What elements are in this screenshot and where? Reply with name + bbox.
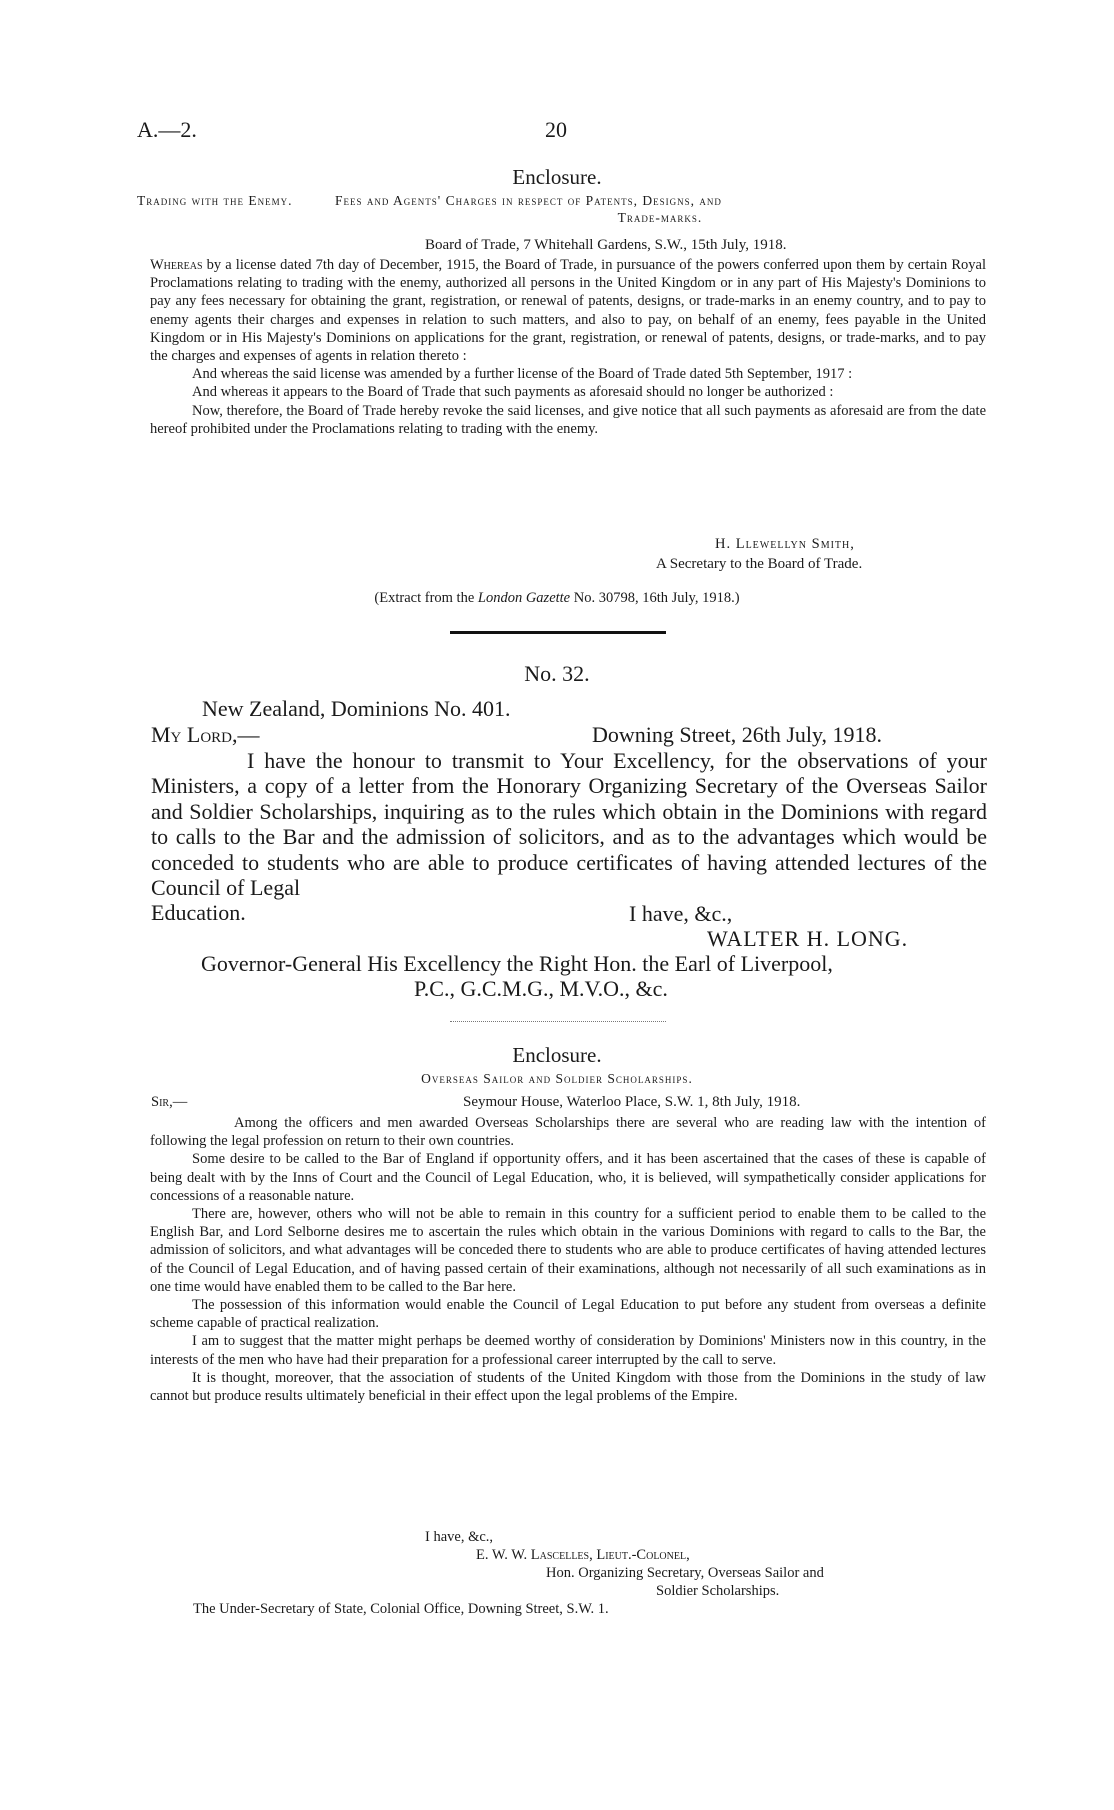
topic-right-line1: Fees and Agents' Charges in respect of Patents, Designs, and — [335, 193, 722, 208]
despatch-number: No. 32. — [524, 661, 590, 686]
para-and-whereas-1: And whereas the said license was amended by a further license of the Board of Trade dated 5th September, 1917 : — [192, 366, 853, 383]
despatch-body — [151, 748, 987, 926]
under-secretary-addressee: The Under-Secretary of State, Colonial Office, Downing Street, S.W. 1. — [193, 1601, 609, 1617]
despatch-signatory: WALTER H. LONG. — [707, 926, 909, 951]
lascelles-title-2: Soldier Scholarships. — [656, 1583, 780, 1599]
topic-left: Trading with the Enemy. — [137, 193, 293, 208]
para-thought: It is thought, moreover, that the association of students of the United Kingdom with those from the Dominions in the study of law cannot but produce results ultimately beneficial in their effect upon the legal problems of the Empire. — [150, 1369, 986, 1405]
section-dotted-rule — [450, 1021, 666, 1022]
despatch-closing: I have, &c., — [629, 901, 733, 926]
lascelles-signatory — [476, 1547, 690, 1564]
para-suggest: I am to suggest that the matter might perhaps be deemed worthy of consideration by Dominions' Ministers now in this country, in the interests of the men who have had their preparation for a professional career interrupted by the call to serve. — [150, 1333, 986, 1368]
extract-gazette: London Gazette — [477, 590, 571, 606]
whereas-text: by a license dated 7th day of December, 1915, the Board of Trade, in pursuance of the powers conferred upon them by certain Royal Proclamations relating to trading with the enemy, authorized all persons in the United Kingdom or in any part of His Majesty's Dominions to pay any fees necessary for obtaining the grant, registration, or renewal of patents, designs, or trade-marks in an enemy country, and to pay to enemy agents their charges and expenses in relation to such matters, and also to pay, on behalf of an enemy, fees payable in the United Kingdom or in His Majesty's Dominions on applications for the grant, registration, or renewal of patents, designs, or trade-marks, and to pay the charges and expenses of agents in relation thereto : — [150, 257, 986, 365]
section1-body — [150, 256, 986, 438]
section2-closing: I have, &c., — [425, 1529, 494, 1545]
lascelles-name: E. W. W. Lascelles, Lieut.-Colonel, — [476, 1547, 690, 1563]
extract-prefix: (Extract from the — [374, 590, 478, 606]
page-ref: A.—2. — [137, 117, 197, 142]
despatch-salutation: My Lord,— — [151, 722, 260, 747]
enclosure-heading-2: Enclosure. — [512, 1043, 602, 1067]
addressee-line1: Governor-General His Excellency the Right Hon. the Earl of Liverpool, — [201, 951, 833, 976]
para-among-officers: Among the officers and men awarded Overseas Scholarships there are several who are reading law with the intention of following the legal profession on return to their own countries. — [150, 1115, 986, 1150]
para-now-therefore: Now, therefore, the Board of Trade hereby revoke the said licenses, and give notice that all such payments as aforesaid are from the date hereof prohibited under the Proclamations relating to trading with the enemy. — [150, 402, 986, 437]
para-and-whereas-2: And whereas it appears to the Board of Trade that such payments as aforesaid should no longer be authorized : — [192, 384, 834, 401]
section2-body — [150, 1114, 986, 1405]
extract-note — [0, 590, 1114, 607]
enclosure-heading: Enclosure. — [512, 165, 602, 189]
signatory-llewellyn: H. Llewellyn Smith, — [715, 536, 855, 552]
despatch-body-last: Education. — [151, 900, 246, 926]
para-some-desire: Some desire to be called to the Bar of England if opportunity offers, and it has been ascertained that the cases of these is capable of being dealt with by the Inns of Court and the Council of Legal Education, who, it is believed, will sympathetically consider applications for concessions of a reasonable nature. — [150, 1151, 986, 1204]
despatch-reference: New Zealand, Dominions No. 401. — [202, 696, 511, 721]
despatch-body-text: I have the honour to transmit to Your Excellency, for the observations of your Ministers, a copy of a letter from the Honorary Organizing Secretary of the Overseas Sailor and Soldier Scholarships, inquiring as to the rules which obtain in the Dominions with regard to calls to the Bar and the admission of solicitors, and as to the advantages which would be conceded to students who are able to produce certificates of having attended lectures of the Council of Legal — [151, 748, 987, 901]
topic-right-line2: Trade-marks. — [617, 210, 703, 225]
para-possession: The possession of this information would enable the Council of Legal Education to put before any student from overseas a definite scheme capable of practical realization. — [150, 1297, 986, 1332]
sir-salutation: Sir,— — [151, 1094, 188, 1110]
dateline-board-of-trade: Board of Trade, 7 Whitehall Gardens, S.W., 15th July, 1918. — [425, 237, 787, 253]
whereas-lead: Whereas — [150, 257, 203, 273]
page-number: 20 — [545, 117, 567, 142]
signatory-llewellyn-title: A Secretary to the Board of Trade. — [656, 556, 863, 572]
extract-suffix: No. 30798, 16th July, 1918.) — [570, 590, 740, 606]
section-rule — [450, 631, 666, 634]
enclosure-subheading-2: Overseas Sailor and Soldier Scholarships. — [421, 1071, 693, 1086]
para-there-are: There are, however, others who will not be able to remain in this country for a sufficient period to enable them to be called to the English Bar, and Lord Selborne desires me to ascertain the rules which obtain in the various Dominions with regard to calls to the Bar, the admission of solicitors, and what advantages will be conceded there to students who are able to produce certificates of having attended lectures of the Council of Legal Education, and of having passed certain of their examinations, although not necessarily of all such examinations as in one time would have enabled them to be called to the Bar here. — [150, 1206, 986, 1295]
dateline-seymour-house: Seymour House, Waterloo Place, S.W. 1, 8th July, 1918. — [463, 1094, 801, 1110]
para-whereas — [150, 256, 986, 365]
lascelles-title-1: Hon. Organizing Secretary, Overseas Sailor and — [546, 1565, 824, 1581]
despatch-address-date: Downing Street, 26th July, 1918. — [592, 722, 883, 747]
addressee-line2: P.C., G.C.M.G., M.V.O., &c. — [414, 976, 668, 1001]
